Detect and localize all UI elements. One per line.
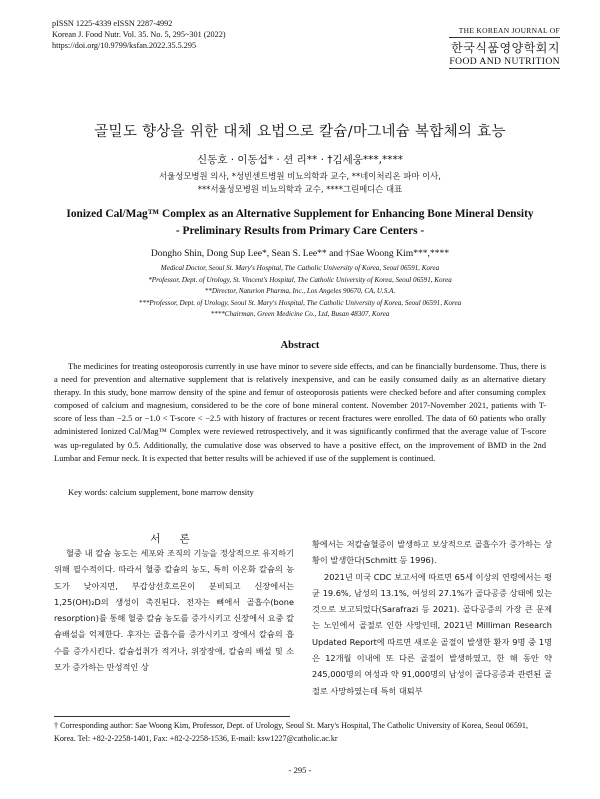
issn-line: pISSN 1225-4339 eISSN 2287-4992 [52, 19, 173, 28]
affiliations-english [0, 263, 600, 321]
volume-line: Korean J. Food Nutr. Vol. 35. No. 5, 295~301 (2022) [52, 30, 226, 39]
page-number: - 295 - [288, 765, 312, 775]
affiliation-ko-line: 서울성모병원 의사, *성빈센트병원 비뇨의학과 교수, **네이처리온 파마 이사, [159, 171, 441, 181]
affiliation-en-line: **Director, Naturion Pharma, Inc., Los Angeles 90670, CA, U.S.A. [204, 287, 396, 296]
title-korean: 골밀도 향상을 위한 대체 요법으로 칼슘/마그네슘 복합체의 효능 [94, 124, 506, 140]
body-paragraph: 2021년 미국 CDC 보고서에 따르면 65세 이상의 연령에서는 평균 19.6%, 남성의 13.1%, 여성의 27.1%가 골다공증 상태에 있는 것으로 보고되었다(Sarafrazi 등 2021). 골다공증의 가장 큰 문제는 노인에서 골절로 인한 사망인데, 2021년 Milliman Research Updated Report에 따르면 새로운 골절이 발생한 환자 9명 중 1명은 12개월 이내에 또 다른 골절이 발생하였고, 한 해 동안 약 245,000명의 여성과 약 91,000명의 남성이 골다공증과 관련된 골절로 사망하였는데 특히 대퇴부 [312, 571, 552, 696]
publication-meta [52, 18, 226, 51]
corresponding-author-footnote: † Corresponding author: Sae Woong Kim, Professor, Dept. of Urology, Seoul St. Mary's Hospital, The Catholic University of Korea, Seoul 06591, Korea. Tel: +82-2-2258-1401, Fax: +82-2-2258-1536, E-mail: ksw1227@catholic.ac.kr [54, 721, 528, 743]
journal-name-en-bottom: FOOD AND NUTRITION [449, 56, 560, 67]
authors-english: Dongho Shin, Dong Sup Lee*, Sean S. Lee** and †Sae Woong Kim***,**** [150, 248, 450, 259]
affiliations-korean [0, 170, 600, 196]
footnote-divider [54, 716, 290, 717]
abstract-body [54, 360, 546, 465]
journal-logo [449, 26, 560, 69]
journal-name-en-top: THE KOREAN JOURNAL OF [449, 26, 560, 38]
title-english [40, 206, 560, 240]
authors-korean: 신동호 · 이동섭* · 션 리** · †김세웅***,**** [196, 154, 404, 166]
journal-name-ko: 한국식품영양학회지 [451, 41, 560, 55]
body-column-right [312, 536, 552, 699]
affiliation-en-line: ****Chairman, Green Medicine Co., Ltd, Busan 48307, Korea [210, 310, 390, 319]
affiliation-en-line: Medical Doctor, Seoul St. Mary's Hospital, The Catholic University of Korea, Seoul 06591, Korea [160, 264, 440, 272]
affiliation-en-line: *Professor, Dept. of Urology, St. Vincent's Hospital, The Catholic University of Korea, Seoul 06591, Korea [148, 275, 452, 284]
affiliation-en-line: ***Professor, Dept. of Urology, Seoul St. Mary's Hospital, The Catholic University of Korea, Seoul 06591, Korea [138, 298, 462, 307]
abstract-heading: Abstract [280, 340, 320, 351]
abstract-text: The medicines for treating osteoporosis currently in use have minor to severe side effects, and can be financially burdensome. Thus, there is a need for prevention and alternative supplement that is relatively inexpensive, and can be easily consumed daily as an alternative dietary therapy. In this study, bone marrow density of the spine and femur of osteoporosis patients were checked before and after consuming complex composed of calcium and magnesium, considered to be the core of bone mineral content. November 2017-November 2021, patients with T-score of less than −2.5 or −1.0 < T-score < −2.5 with history of fractures or recent fractures were enrolled. The data of 60 patients who orally administered Ionized Cal/Mag™ Complex were reviewed retrospectively, and it was significantly confirmed that the average value of T-score was up-regulated by 0.5. Additionally, the cumulative dose was observed to have a positive effect, on the improvement of BMD in the 2nd Lumbar and Femur neck. It is expected that better results will be achieved if use of the supplement is continued. [54, 361, 546, 463]
body-paragraph: 혈중 내 칼슘 농도는 세포와 조직의 기능을 정상적으로 유지하기 위해 필수적이다. 따라서 혈중 칼슘의 농도, 특히 이온화 칼슘의 농도가 낮아지면, 부갑상선호르몬이 분비되고 신장에서는 1,25(OH)₂D의 생성이 촉진된다. 전자는 뼈에서 골흡수(bone resorption)를 통해 혈중 칼슘 농도를 증가시키고 신장에서 요중 칼슘배설을 억제한다. 후자는 골흡수를 증가시키고 장에서 칼슘의 흡수를 증가시킨다. 칼슘섭취가 적거나, 위장장애, 칼슘의 배설 및 소모가 증가하는 만성적인 상 [54, 548, 294, 673]
title-english-line1: Ionized Cal/Mag™ Complex as an Alternative Supplement for Enhancing Bone Mineral Density [66, 208, 534, 220]
title-english-line2: - Preliminary Results from Primary Care Centers - [175, 225, 425, 237]
keywords: Key words: calcium supplement, bone marrow density [68, 487, 254, 497]
body-column-left [54, 545, 294, 675]
section-heading-introduction: 서 론 [150, 533, 198, 545]
affiliation-ko-line: ***서울성모병원 비뇨의학과 교수, ****그린메디슨 대표 [197, 184, 403, 194]
body-paragraph: 황에서는 저칼슘혈증이 발생하고 보상적으로 골흡수가 증가하는 상황이 발생한다(Schmitt 등 1996). [312, 539, 552, 566]
doi-link[interactable]: https://doi.org/10.9799/ksfan.2022.35.5.295 [52, 41, 197, 50]
